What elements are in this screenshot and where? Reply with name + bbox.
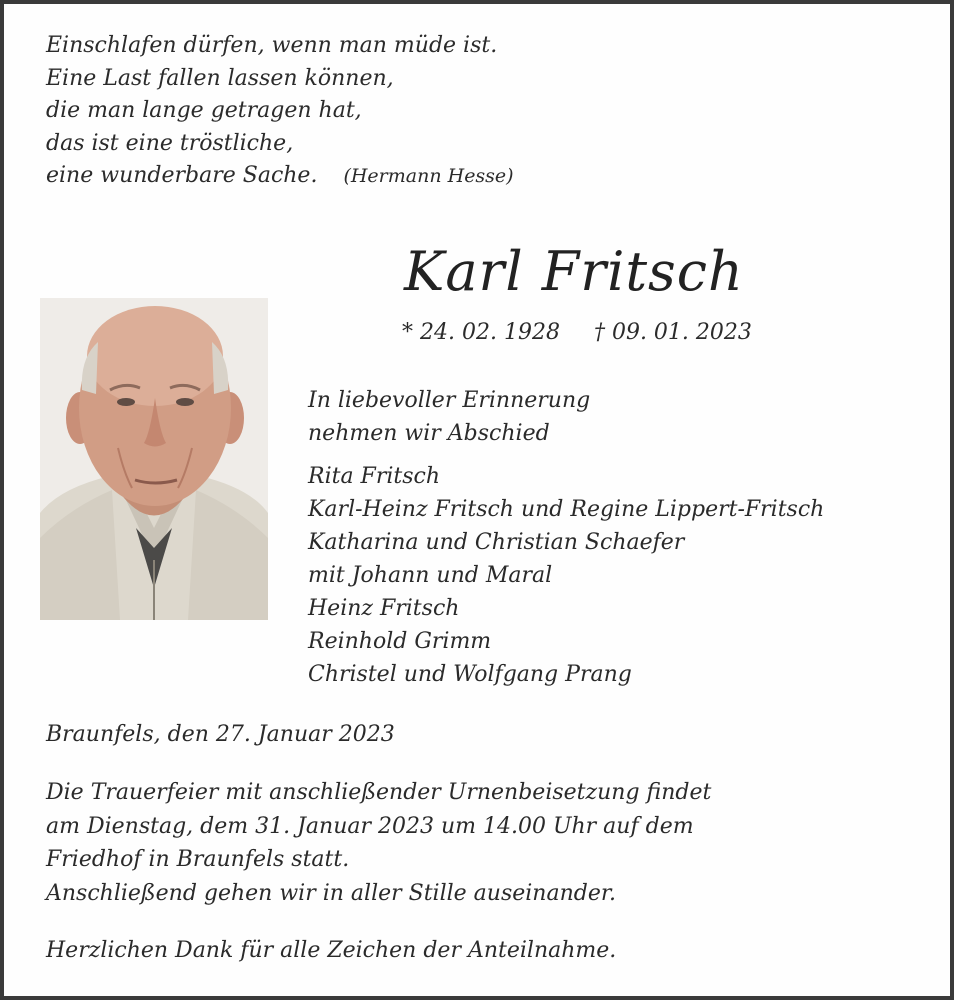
quote-line: Eine Last fallen lassen können, [46,65,394,91]
family-member: Christel und Wolfgang Prang [308,662,632,687]
family-member: Rita Fritsch [308,464,440,489]
ceremony-line: am Dienstag, dem 31. Januar 2023 um 14.00 Uhr auf dem [46,813,694,839]
hesse-quote [46,30,514,193]
place-and-date: Braunfels, den 27. Januar 2023 [46,722,395,747]
birth-date: * 24. 02. 1928 [402,320,560,345]
family-member: mit Johann und Maral [308,563,553,588]
family-member: Karl-Heinz Fritsch und Regine Lippert-Fritsch [308,497,825,522]
ceremony-line: Die Trauerfeier mit anschließender Urnenbeisetzung findet [46,780,712,805]
ceremony-info [46,776,711,910]
family-list [308,460,824,691]
family-member: Heinz Fritsch [308,596,460,621]
quote-line: eine wunderbare Sache. [46,163,318,188]
farewell-line: In liebevoller Erinnerung [308,388,591,413]
quote-line: Einschlafen dürfen, wenn man müde ist. [46,33,498,58]
farewell-text [308,384,590,450]
quote-line: die man lange getragen hat, [46,98,362,123]
quote-author: (Hermann Hesse) [343,165,514,187]
quote-line: das ist eine tröstliche, [46,130,294,156]
family-member: Katharina und Christian Schaefer [308,530,685,555]
death-date: † 09. 01. 2023 [593,320,752,345]
farewell-line: nehmen wir Abschied [308,421,550,446]
ceremony-line: Anschließend gehen wir in aller Stille auseinander. [46,880,616,906]
thanks-note: Herzlichen Dank für alle Zeichen der Anteilnahme. [46,938,617,963]
ceremony-line: Friedhof in Braunfels statt. [46,847,350,872]
deceased-name: Karl Fritsch [404,240,744,303]
life-dates [402,320,752,345]
portrait-photo [40,298,268,620]
family-member: Reinhold Grimm [308,629,492,654]
quote-line-last [46,160,514,193]
